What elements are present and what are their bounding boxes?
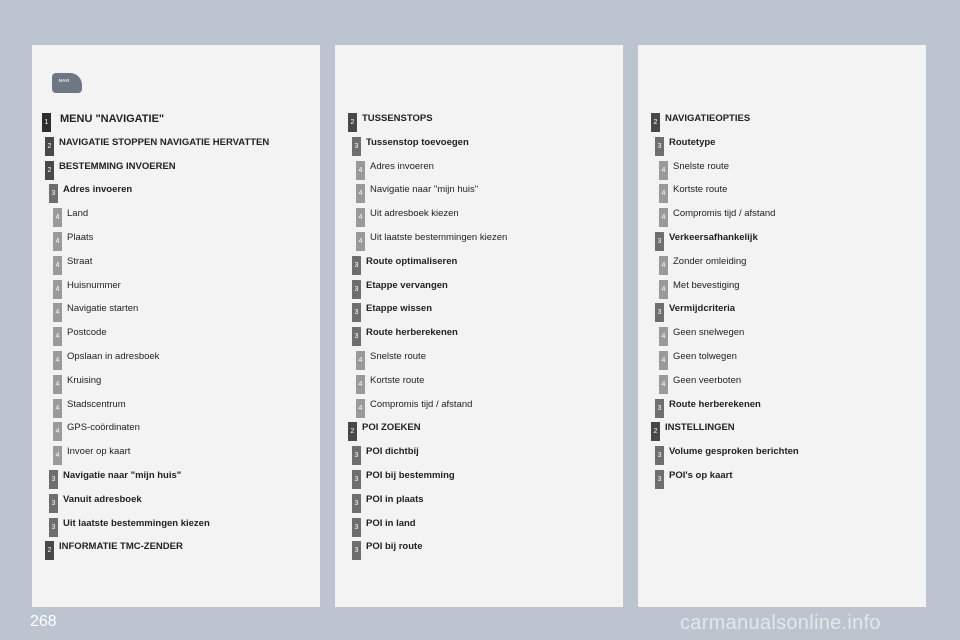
level-badge: 2 [45,541,54,560]
menu-item-label: Zonder omleiding [673,255,747,267]
menu-item-label: INFORMATIE TMC-ZENDER [59,541,183,553]
watermark: carmanualsonline.info [680,612,881,634]
menu-item-label: Kruising [67,374,102,386]
level-badge: 3 [655,137,664,156]
level-badge: 4 [53,303,62,322]
menu-item-label: NAVIGATIEOPTIES [665,113,751,124]
menu-item-label: POI in land [366,517,416,529]
menu-item-level-2 [638,109,926,133]
panel-options-settings [638,45,926,607]
level-badge: 4 [356,399,365,418]
level-badge: 3 [352,256,361,275]
level-badge: 4 [53,375,62,394]
menu-item-level-2 [638,418,926,442]
level-badge: 4 [356,184,365,203]
menu-item-level-4 [335,371,623,395]
level-badge: 3 [49,518,58,537]
menu-item-label: Tussenstop toevoegen [366,136,469,148]
menu-item-label: Geen snelwegen [673,327,745,339]
level-badge: 4 [659,280,668,299]
level-badge: 4 [53,208,62,227]
menu-item-label: Land [67,208,89,220]
menu-item-level-3 [335,490,623,514]
menu-item-level-4 [638,157,926,181]
level-badge: 3 [352,446,361,465]
panel-stops-poi [335,45,623,607]
level-badge: 2 [651,422,660,441]
level-badge: 2 [348,422,357,441]
level-badge: 2 [348,113,357,132]
menu-item-level-4 [32,418,320,442]
level-badge: 4 [356,351,365,370]
menu-item-label: Route herberekenen [366,327,458,339]
menu-item-level-4 [638,276,926,300]
menu-item-level-3 [335,133,623,157]
menu-item-label: Geen veerboten [673,374,742,386]
level-badge: 3 [655,446,664,465]
level-badge: 2 [651,113,660,132]
level-badge: 1 [42,113,51,132]
menu-item-label: MENU "NAVIGATIE" [60,113,165,125]
level-badge: 4 [659,208,668,227]
menu-item-label: Route optimaliseren [366,255,458,267]
level-badge: 3 [655,232,664,251]
menu-item-label: POI ZOEKEN [362,422,421,434]
menu-item-level-4 [32,323,320,347]
menu-item-level-3 [32,466,320,490]
menu-item-level-2 [32,157,320,181]
level-badge: 3 [49,184,58,203]
menu-item-level-2 [335,418,623,442]
level-badge: 3 [352,541,361,560]
menu-item-level-4 [32,299,320,323]
level-badge: 4 [659,184,668,203]
level-badge: 4 [659,161,668,180]
level-badge: 4 [356,232,365,251]
menu-item-label: Uit laatste bestemmingen kiezen [370,232,508,243]
menu-item-label: POI in plaats [366,493,424,505]
level-badge: 4 [53,327,62,346]
level-badge: 4 [659,375,668,394]
menu-item-label: Navigatie starten [67,303,139,315]
menu-item-label: POI dichtbij [366,446,419,458]
menu-item-level-4 [638,252,926,276]
menu-item-level-3 [32,180,320,204]
menu-item-level-3 [335,537,623,561]
menu-item-level-4 [32,442,320,466]
menu-item-level-3 [638,442,926,466]
menu-item-label: INSTELLINGEN [665,422,735,434]
menu-item-label: Plaats [67,232,94,243]
menu-item-label: Stadscentrum [67,398,126,410]
menu-item-level-4 [638,180,926,204]
menu-item-level-3 [638,395,926,419]
menu-item-level-3 [638,228,926,252]
menu-item-level-3 [335,299,623,323]
level-badge: 4 [53,232,62,251]
menu-item-level-3 [335,276,623,300]
panel-navigation-menu [32,45,320,607]
level-badge: 4 [53,422,62,441]
menu-item-label: Postcode [67,327,107,339]
menu-item-level-4 [335,204,623,228]
menu-item-level-4 [638,204,926,228]
menu-item-level-4 [335,347,623,371]
menu-item-label: Vanuit adresboek [63,493,142,505]
menu-item-label: NAVIGATIE STOPPEN NAVIGATIE HERVATTEN [59,136,270,148]
menu-item-level-4 [335,157,623,181]
navi-icon-text: NAVI [58,78,70,83]
level-badge: 4 [356,161,365,180]
level-badge: 4 [659,351,668,370]
menu-item-level-4 [32,228,320,252]
menu-item-label: TUSSENSTOPS [362,113,433,124]
menu-item-label: Straat [67,255,93,267]
level-badge: 3 [352,494,361,513]
level-badge: 4 [659,327,668,346]
menu-item-label: Met bevestiging [673,279,740,291]
menu-item-label: POI bij bestemming [366,470,455,481]
menu-item-level-2 [32,133,320,157]
menu-item-label: Geen tolwegen [673,351,737,362]
level-badge: 3 [655,470,664,489]
menu-item-label: GPS-coördinaten [67,422,140,434]
menu-item-label: POI's op kaart [669,470,733,481]
menu-item-level-4 [32,204,320,228]
menu-item-level-3 [638,133,926,157]
level-badge: 2 [45,137,54,156]
level-badge: 3 [352,280,361,299]
menu-item-level-3 [335,442,623,466]
level-badge: 3 [49,470,58,489]
menu-item-label: Uit adresboek kiezen [370,208,459,220]
menu-item-level-1 [32,109,320,133]
menu-item-level-3 [335,252,623,276]
level-badge: 4 [53,256,62,275]
menu-item-label: Adres invoeren [63,184,133,196]
level-badge: 4 [53,280,62,299]
level-badge: 3 [655,303,664,322]
menu-item-level-4 [335,180,623,204]
level-badge: 4 [356,375,365,394]
level-badge: 4 [53,399,62,418]
menu-item-label: Adres invoeren [370,160,434,172]
menu-item-level-4 [32,395,320,419]
menu-item-label: Etappe vervangen [366,279,448,291]
menu-item-label: Snelste route [673,160,729,172]
menu-item-label: Navigatie naar "mijn huis" [370,184,479,196]
level-badge: 4 [356,208,365,227]
menu-item-level-4 [32,252,320,276]
menu-item-level-2 [335,109,623,133]
level-badge: 3 [49,494,58,513]
menu-item-label: Etappe wissen [366,303,432,315]
menu-item-level-3 [638,299,926,323]
level-badge: 3 [352,327,361,346]
menu-item-level-4 [32,371,320,395]
menu-item-level-3 [32,514,320,538]
menu-item-label: Opslaan in adresboek [67,351,160,362]
menu-item-level-4 [638,323,926,347]
navi-button-icon [52,73,82,93]
menu-item-level-3 [32,490,320,514]
menu-item-label: BESTEMMING INVOEREN [59,160,176,172]
menu-item-label: Invoer op kaart [67,446,131,458]
level-badge: 3 [352,303,361,322]
menu-item-label: Verkeersafhankelijk [669,232,758,243]
menu-item-level-4 [638,347,926,371]
menu-item-level-4 [32,276,320,300]
menu-item-level-4 [638,371,926,395]
menu-item-label: Route herberekenen [669,398,761,410]
menu-item-label: POI bij route [366,541,423,553]
level-badge: 2 [45,161,54,180]
menu-item-level-3 [638,466,926,490]
level-badge: 3 [352,518,361,537]
menu-item-label: Compromis tijd / afstand [370,398,473,410]
menu-item-level-3 [335,466,623,490]
level-badge: 4 [659,256,668,275]
level-badge: 4 [53,351,62,370]
menu-item-label: Uit laatste bestemmingen kiezen [63,517,210,529]
menu-item-label: Huisnummer [67,279,121,291]
menu-item-level-4 [335,228,623,252]
menu-item-level-2 [32,537,320,561]
menu-item-label: Routetype [669,136,716,148]
menu-item-level-4 [32,347,320,371]
page-number: 268 [30,613,57,630]
menu-item-label: Kortste route [673,184,728,196]
menu-item-label: Snelste route [370,351,426,362]
menu-item-label: Vermijdcriteria [669,303,736,315]
level-badge: 3 [352,137,361,156]
menu-item-label: Volume gesproken berichten [669,446,799,458]
menu-item-label: Compromis tijd / afstand [673,208,776,220]
menu-item-level-3 [335,323,623,347]
level-badge: 4 [53,446,62,465]
menu-item-level-4 [335,395,623,419]
menu-item-level-3 [335,514,623,538]
menu-item-label: Navigatie naar "mijn huis" [63,470,182,481]
menu-item-label: Kortste route [370,374,425,386]
level-badge: 3 [352,470,361,489]
level-badge: 3 [655,399,664,418]
